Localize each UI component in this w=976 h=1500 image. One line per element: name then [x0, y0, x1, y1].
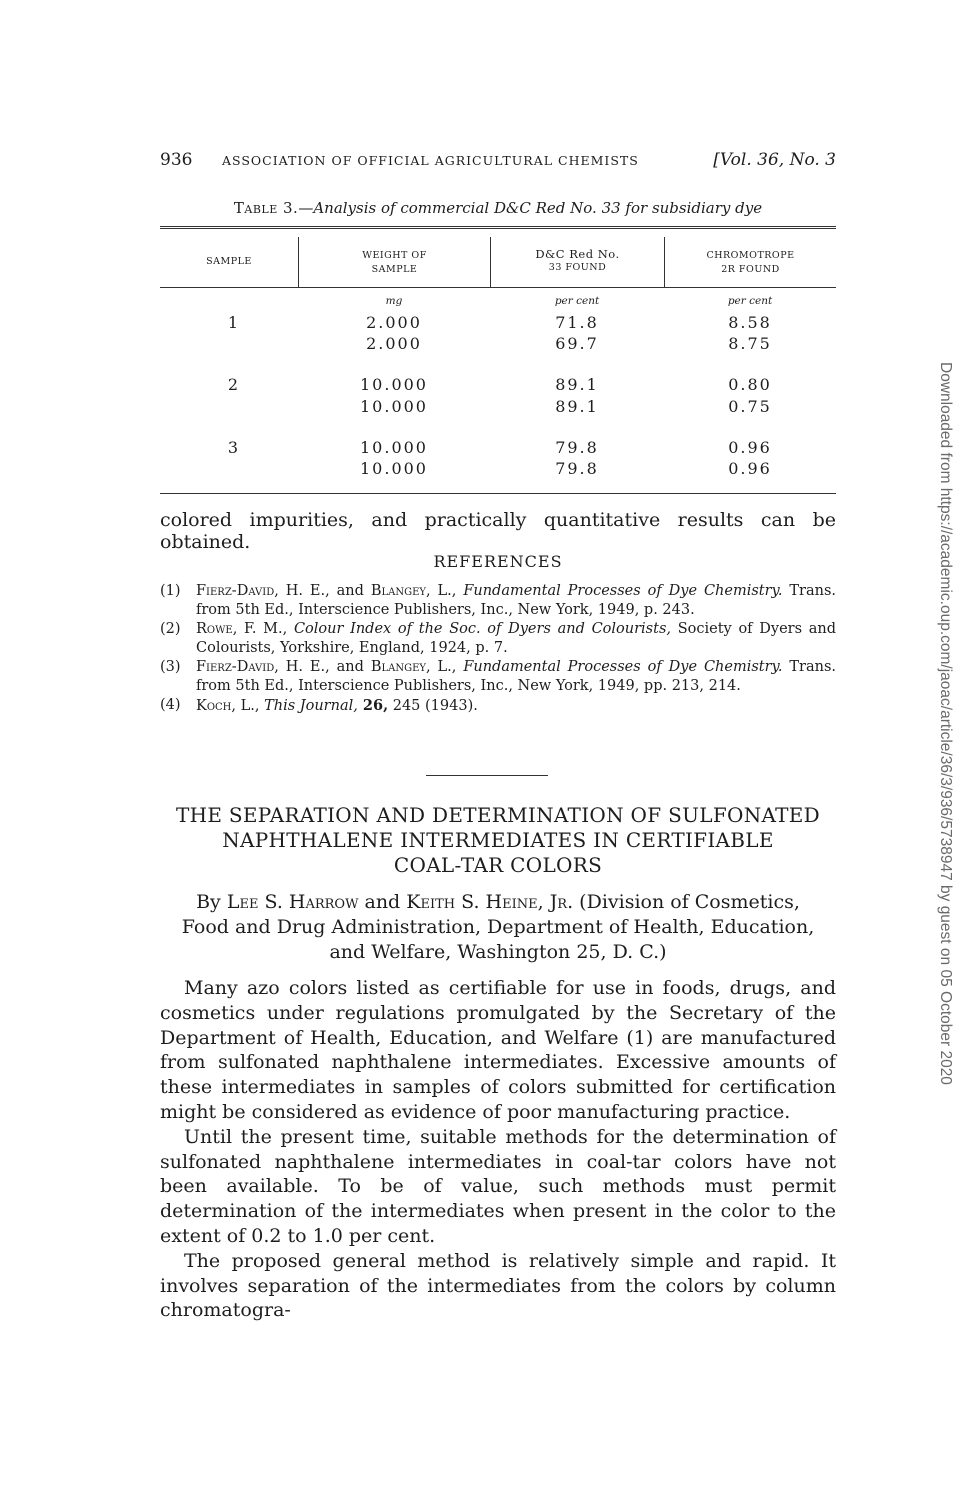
reference-text: 245 (1943).: [388, 698, 478, 714]
cell-weight: 2.000: [366, 313, 422, 332]
cell-sample: 1: [227, 313, 241, 332]
author-name: Lee S. Harrow: [226, 891, 359, 913]
header-weight-line1: WEIGHT OF: [362, 250, 427, 261]
table-row: [160, 313, 836, 335]
reference-text: Trans. from 5th Ed., Interscience Publishers, Inc., New York, 1949, pp. 213, 214.: [196, 659, 836, 694]
article-title: [160, 803, 836, 878]
table-row: [160, 459, 836, 481]
table-label: Table 3.: [233, 199, 299, 217]
header-weight: [298, 237, 490, 287]
header-weight-line2: SAMPLE: [371, 264, 418, 275]
reference-text: , L.,: [426, 659, 464, 675]
reference-number: (3): [160, 659, 181, 675]
reference-item: [160, 582, 836, 620]
table-caption: [160, 199, 836, 217]
reference-text: , F. M.,: [232, 621, 294, 637]
table-row: [160, 397, 836, 419]
body-paragraph: Many azo colors listed as certifiable for use in foods, drugs, and cosmetics under regulations promulgated by the Secretary of the Department of Health, Education, and Welfare (1) are manufactured from sulfonated naphthalene intermediates. Excessive amounts of these intermediates in samples of colors submitted for certification might be considered as evidence of poor manufacturing practice.: [160, 977, 836, 1123]
body-paragraph: Until the present time, suitable methods for the determination of sulfonated naphthalene intermediates in coal-tar colors have not been available. To be of value, such methods must permit determination of the intermediates when present in the color to the extent of 0.2 to 1.0 per cent.: [160, 1125, 836, 1247]
byline-line: [160, 890, 836, 915]
reference-author: Fierz-David: [196, 583, 275, 599]
download-watermark: Downloaded from https://academic.oup.com/jaoac/article/36/3/936/5738947 by guest on 05 October 2020: [937, 362, 954, 1085]
cell-weight: 10.000: [360, 375, 428, 394]
reference-text: , L.,: [231, 698, 265, 714]
table-row: [160, 375, 836, 397]
byline-text: (Division of Cosmetics,: [573, 891, 800, 913]
header-chromotrope: [664, 237, 836, 287]
reference-title: Fundamental Processes of Dye Chemistry.: [463, 659, 783, 675]
byline: [160, 890, 836, 965]
reference-author: Koch: [196, 698, 232, 714]
references-heading: REFERENCES: [433, 552, 563, 571]
article-body: [160, 976, 836, 1323]
title-line: COAL-TAR COLORS: [393, 853, 603, 877]
unit-weight: mg: [385, 295, 403, 307]
title-line: NAPHTHALENE INTERMEDIATES IN CERTIFIABLE: [222, 828, 774, 852]
section-divider: [426, 775, 548, 776]
volume-issue: [Vol. 36, No. 3: [713, 150, 836, 170]
cell-chromotrope: 0.80: [728, 375, 772, 394]
references-list: [160, 582, 836, 716]
journal-name: ASSOCIATION OF OFFICIAL AGRICULTURAL CHEMISTS: [222, 153, 639, 168]
reference-author: Rowe: [196, 621, 233, 637]
unit-chromotrope: per cent: [727, 295, 773, 307]
unit-red33: per cent: [554, 295, 600, 307]
continuation-text: colored impurities, and practically quantitative results can be obtained.: [160, 509, 836, 553]
byline-line: Food and Drug Administration, Department of Health, Education,: [181, 916, 815, 938]
table-header: [160, 229, 836, 288]
reference-item: [160, 620, 836, 658]
table-row: [160, 334, 836, 356]
cell-weight: 10.000: [360, 459, 428, 478]
cell-red33: 89.1: [555, 397, 599, 416]
author-name: Keith S. Heine, Jr.: [406, 891, 574, 913]
byline-line: and Welfare, Washington 25, D. C.): [329, 941, 667, 963]
cell-chromotrope: 8.58: [728, 313, 772, 332]
reference-text: , H. E., and: [274, 659, 371, 675]
page-number: 936: [160, 150, 193, 170]
cell-weight: 10.000: [360, 438, 428, 457]
units-row: [160, 295, 836, 309]
reference-title: Fundamental Processes of Dye Chemistry.: [463, 583, 783, 599]
cell-chromotrope: 0.75: [728, 397, 772, 416]
header-sample: SAMPLE: [206, 256, 252, 267]
reference-author: Fierz-David: [196, 659, 275, 675]
header-chromotrope-line1: CHROMOTROPE: [706, 250, 795, 261]
cell-chromotrope: 0.96: [728, 438, 772, 457]
body-paragraph: The proposed general method is relatively simple and rapid. It involves separation of the intermediates from the colors by column chromatogra-: [160, 1249, 836, 1322]
byline-text: and: [358, 891, 407, 913]
reference-number: (4): [160, 697, 181, 713]
cell-red33: 71.8: [555, 313, 599, 332]
cell-red33: 69.7: [555, 334, 599, 353]
reference-text: Society of Dyers and Colourists, Yorkshire, England, 1924, p. 7.: [196, 621, 837, 656]
header-red33: [490, 237, 664, 287]
reference-author: Blangey: [370, 659, 427, 675]
cell-red33: 79.8: [555, 438, 599, 457]
header-red33-line1: D&C Red No.: [535, 247, 620, 261]
running-header: [160, 150, 836, 174]
title-line: THE SEPARATION AND DETERMINATION OF SULFONATED: [175, 803, 821, 827]
reference-number: (2): [160, 621, 181, 637]
cell-weight: 10.000: [360, 397, 428, 416]
reference-title: This Journal,: [264, 698, 358, 714]
reference-title: Colour Index of the Soc. of Dyers and Colourists,: [293, 621, 671, 637]
reference-item: [160, 696, 836, 716]
analysis-table: [160, 226, 836, 494]
header-chromotrope-line2: 2R FOUND: [721, 264, 780, 275]
cell-red33: 79.8: [555, 459, 599, 478]
cell-sample: 3: [227, 438, 241, 457]
cell-red33: 89.1: [555, 375, 599, 394]
reference-text: , H. E., and: [274, 583, 371, 599]
byline-text: By: [196, 891, 227, 913]
reference-author: Blangey: [370, 583, 427, 599]
cell-chromotrope: 8.75: [728, 334, 772, 353]
table-row: [160, 438, 836, 460]
table-title: —Analysis of commercial D&C Red No. 33 for subsidiary dye: [298, 199, 763, 217]
reference-text: , L.,: [426, 583, 464, 599]
reference-volume: 26,: [357, 697, 389, 714]
cell-weight: 2.000: [366, 334, 422, 353]
reference-item: [160, 658, 836, 696]
cell-chromotrope: 0.96: [728, 459, 772, 478]
reference-text: Trans. from 5th Ed., Interscience Publishers, Inc., New York, 1949, p. 243.: [196, 583, 836, 618]
cell-sample: 2: [227, 375, 241, 394]
reference-number: (1): [160, 583, 181, 599]
header-red33-line2: 33 FOUND: [548, 262, 607, 273]
